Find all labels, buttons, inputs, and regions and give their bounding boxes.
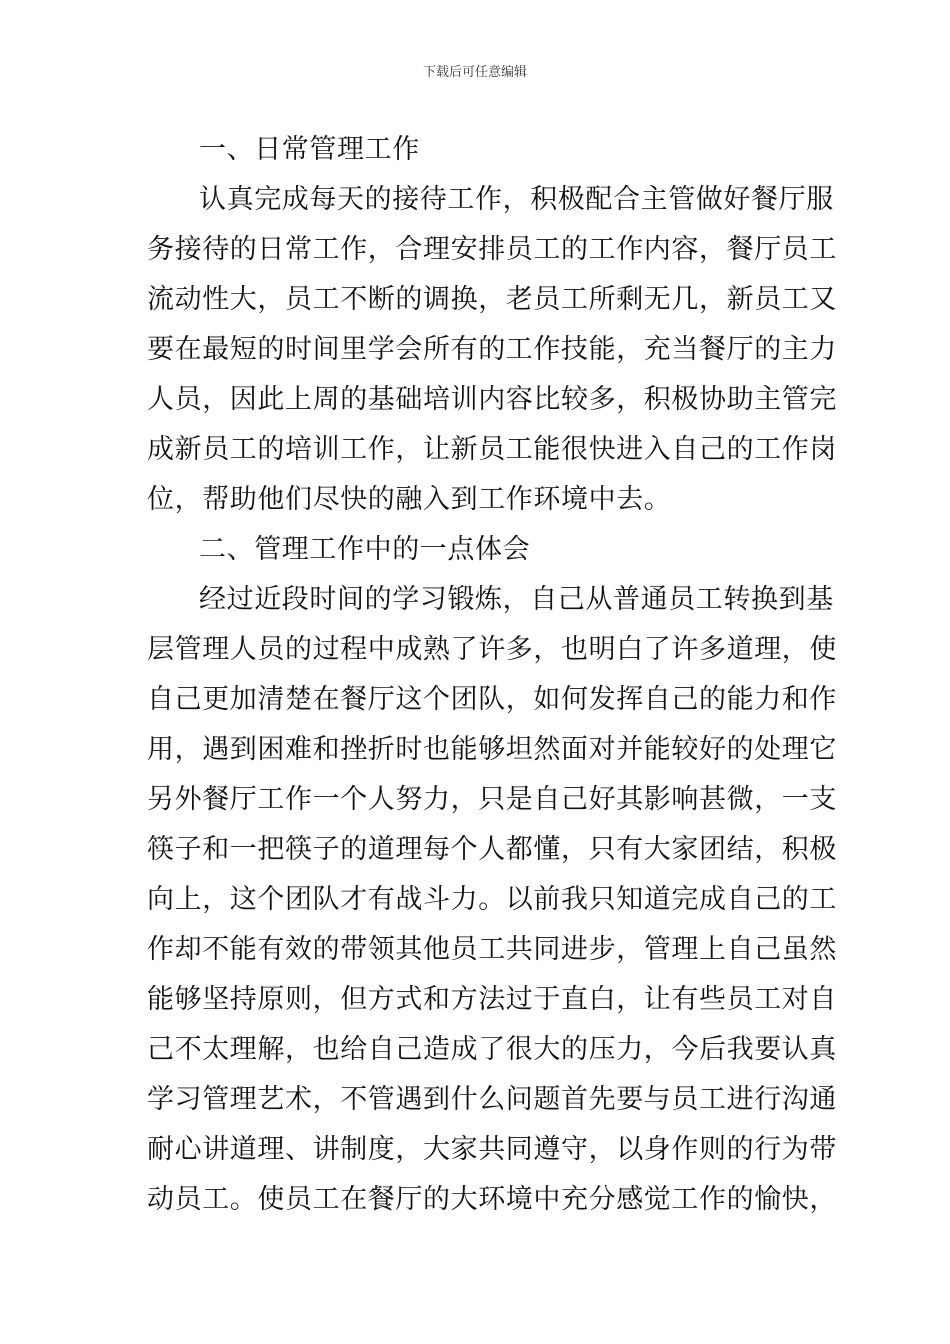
paragraph-line: 自己更加清楚在餐厅这个团队，如何发挥自己的能力和作 (147, 684, 837, 715)
paragraph-line: 认真完成每天的接待工作，积极配合主管做好餐厅服 (199, 184, 834, 215)
paragraph-line: 己不太理解，也给自己造成了很大的压力，今后我要认真 (147, 1034, 837, 1065)
paragraph-line: 学习管理艺术，不管遇到什么问题首先要与员工进行沟通 (147, 1084, 837, 1115)
paragraph-line: 能够坚持原则，但方式和方法过于直白，让有些员工对自 (147, 984, 837, 1015)
paragraph-line: 另外餐厅工作一个人努力，只是自己好其影响甚微，一支 (147, 784, 837, 815)
section-heading-2: 二、管理工作中的一点体会 (199, 534, 531, 565)
paragraph-line: 耐心讲道理、讲制度，大家共同遵守，以身作则的行为带 (147, 1134, 837, 1165)
paragraph-line: 向上，这个团队才有战斗力。以前我只知道完成自己的工 (147, 884, 837, 915)
paragraph-line: 要在最短的时间里学会所有的工作技能，充当餐厅的主力 (147, 334, 837, 365)
paragraph-line: 用，遇到困难和挫折时也能够坦然面对并能较好的处理它 (147, 734, 837, 765)
paragraph-line: 经过近段时间的学习锻炼，自己从普通员工转换到基 (199, 584, 834, 615)
paragraph-line: 成新员工的培训工作，让新员工能很快进入自己的工作岗 (147, 434, 837, 465)
page-header: 下载后可任意编辑 (422, 65, 527, 80)
paragraph-line: 位，帮助他们尽快的融入到工作环境中去。 (147, 484, 672, 515)
document-body (147, 125, 837, 1225)
paragraph-line: 务接待的日常工作，合理安排员工的工作内容，餐厅员工 (147, 234, 837, 265)
paragraph-line: 人员，因此上周的基础培训内容比较多，积极协助主管完 (147, 384, 837, 415)
paragraph-line: 筷子和一把筷子的道理每个人都懂，只有大家团结，积极 (147, 834, 837, 865)
paragraph-line: 流动性大，员工不断的调换，老员工所剩无几，新员工又 (147, 284, 837, 315)
paragraph-line: 动员工。使员工在餐厅的大环境中充分感觉工作的愉快， (147, 1184, 837, 1215)
section-heading-1: 一、日常管理工作 (199, 134, 420, 165)
paragraph-line: 作却不能有效的带领其他员工共同进步，管理上自己虽然 (147, 934, 837, 965)
paragraph-line: 层管理人员的过程中成熟了许多，也明白了许多道理，使 (147, 634, 837, 665)
